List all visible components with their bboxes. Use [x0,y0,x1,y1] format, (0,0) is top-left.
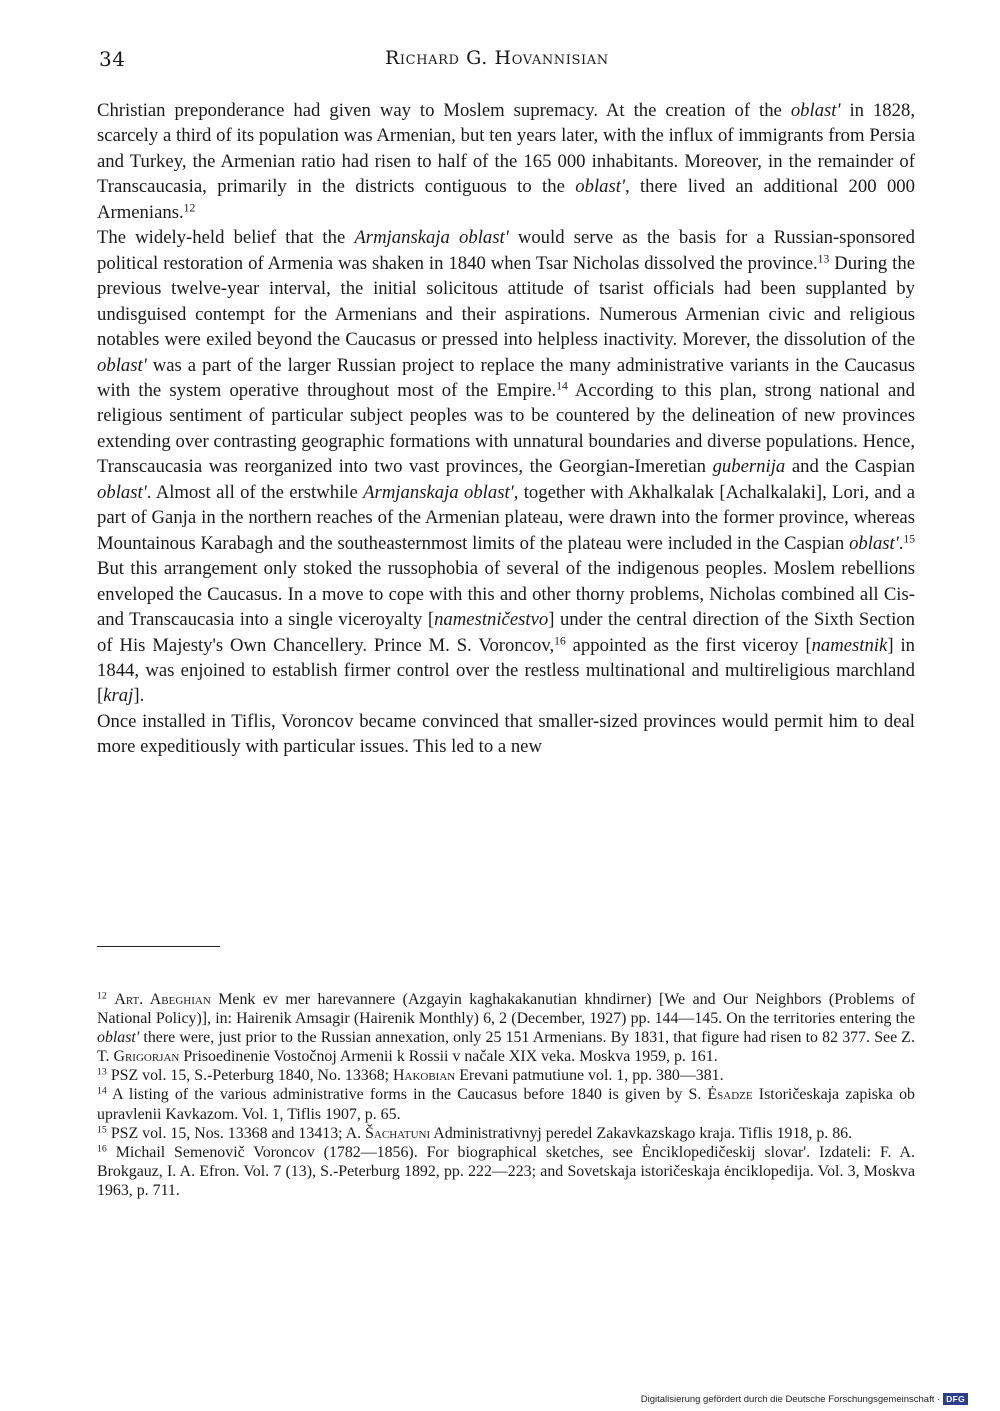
footnote-ref-16: 16 [554,634,566,648]
footnote-13: $^{13}$ PSZ vol. 15, S.-Peterburg 1840, No. 13368; Hakobian Erevani patmutiune vol. 1, pp. 380—381. [97,1066,724,1085]
running-head: Richard G. Hovannisian [385,47,609,69]
paragraph-1: Christian preponderance had given way to Moslem supremacy. At the creation of the oblast' in 1828, scarcely a third of its population was Armenian, but ten years later, with the influx of immigrants from Persia and Turkey, the Armenian ratio had risen to half of the 165 000 inhabitants. Moreover, in the remainder of Transcaucasia, primarily in the districts contiguous to the oblast', there lived an additional 200 000 Armenians.$^{12}$ [97,100,915,223]
footnote-divider [97,946,220,947]
footnote-ref-12: 12 [183,201,196,215]
dfg-logo: DFG [943,1393,968,1405]
page-number: 34 [99,47,126,71]
paragraph-3: Once installed in Tiflis, Voroncov became convinced that smaller-sized provinces would permit him to deal more expeditiously with particular issues. This led to a new [97,710,915,758]
footnote-ref-15: 15 [903,532,915,546]
credit-text: Digitalisierung gefördert durch die Deutsche Forschungsgemeinschaft · [640,1393,941,1405]
footnote-ref-13: 13 [817,252,830,266]
footnotes [97,990,915,1200]
paragraph-2: The widely-held belief that the Armjanskaja oblast' would serve as the basis for a Russian-sponsored political restoration of Armenia was shaken in 1840 when Tsar Nicholas dissolved the province.$^{13}$ During the previous twelve-year interval, the initial solicitous attitude of tsarist officials had been supplanted by undisguised contempt for the Armenians and their aspirations. Numerous Armenian civic and religious notables were exiled beyond the Caucasus or pressed into helpless inactivity. Morever, the dissolution of the oblast' was a part of the larger Russian project to replace the many administrative variants in the Caucasus with the system operative throughout most of the Empire.$^{14}$ According to this plan, strong national and religious sentiment of particular subject peoples was to be countered by the delineation of new provinces extending over contrasting geographic formations with unnatural boundaries and diverse populations. Hence, Transcaucasia was reorganized into two vast provinces, the Georgian-Imeretian gubernija and the Caspian oblast'. Almost all of the erstwhile Armjanskaja oblast', together with Akhalkalak [Achalkalaki], Lori, and a part of Ganja in the northern reaches of the Armenian plateau, were drawn into the former province, whereas Mountainous Karabagh and the southeasternmost limits of the plateau were included in the Caspian oblast'.$^{15}$ But this arrangement only stoked the russophobia of several of the indigenous peoples. Moslem rebellions enveloped the Caucasus. In a move to cope with this and other thorny problems, Nicholas combined all Cis- and Transcaucasia into a single viceroyalty [namestničestvo] under the central direction of the Sixth Section of His Majesty's Own Chancellery. Prince M. S. Voroncov,$^{16}$ appointed as the first viceroy [namestnik] in 1844, was enjoined to establish firmer control over the restless multinational and multireligious marchland [kraj]. [97,227,915,707]
footnote-15: $^{15}$ PSZ vol. 15, Nos. 13368 and 13413; A. Šachatuni Administrativnyj peredel Zakavkazskago kraja. Tiflis 1918, p. 86. [97,1124,853,1142]
digitization-credit [641,1393,968,1405]
footnote-16: $^{16}$ Michail Semenovič Voroncov (1782—1856). For biographical sketches, see Ėnciklopedičeskij slovar'. Izdateli: F. A. Brokgauz, I. A. Efron. Vol. 7 (13), S.-Peterburg 1892, pp. 222—223; and Sovetskaja istoričeskaja ėnciklopedija. Vol. 3, Moskva 1963, p. 711. [97,1143,915,1199]
footnote-14: $^{14}$ A listing of the various administrative forms in the Caucasus before 1840 is given by S. Ėsadze Istoričeskaja zapiska ob upravlenii Kavkazom. Vol. 1, Tiflis 1907, p. 65. [97,1086,915,1123]
footnote-ref-14: 14 [556,379,568,393]
footnote-12: $^{12}$ Art. Abeghian Menk ev mer harevannere (Azgayin kaghakakanutian khndirner) [We and Our Neighbors (Problems of National Policy)], in: Hairenik Amsagir (Hairenik Monthly) 6, 2 (December, 1927) pp. 144—145. On the territories entering the oblast' there were, just prior to the Russian annexation, only 25 151 Armenians. By 1831, that figure had risen to 82 377. See Z. T. Grigorjan Prisoedinenie Vostočnoj Armenii k Rossii v načale XIX veka. Moskva 1959, p. 161. [97,990,915,1066]
body-text [97,98,915,760]
